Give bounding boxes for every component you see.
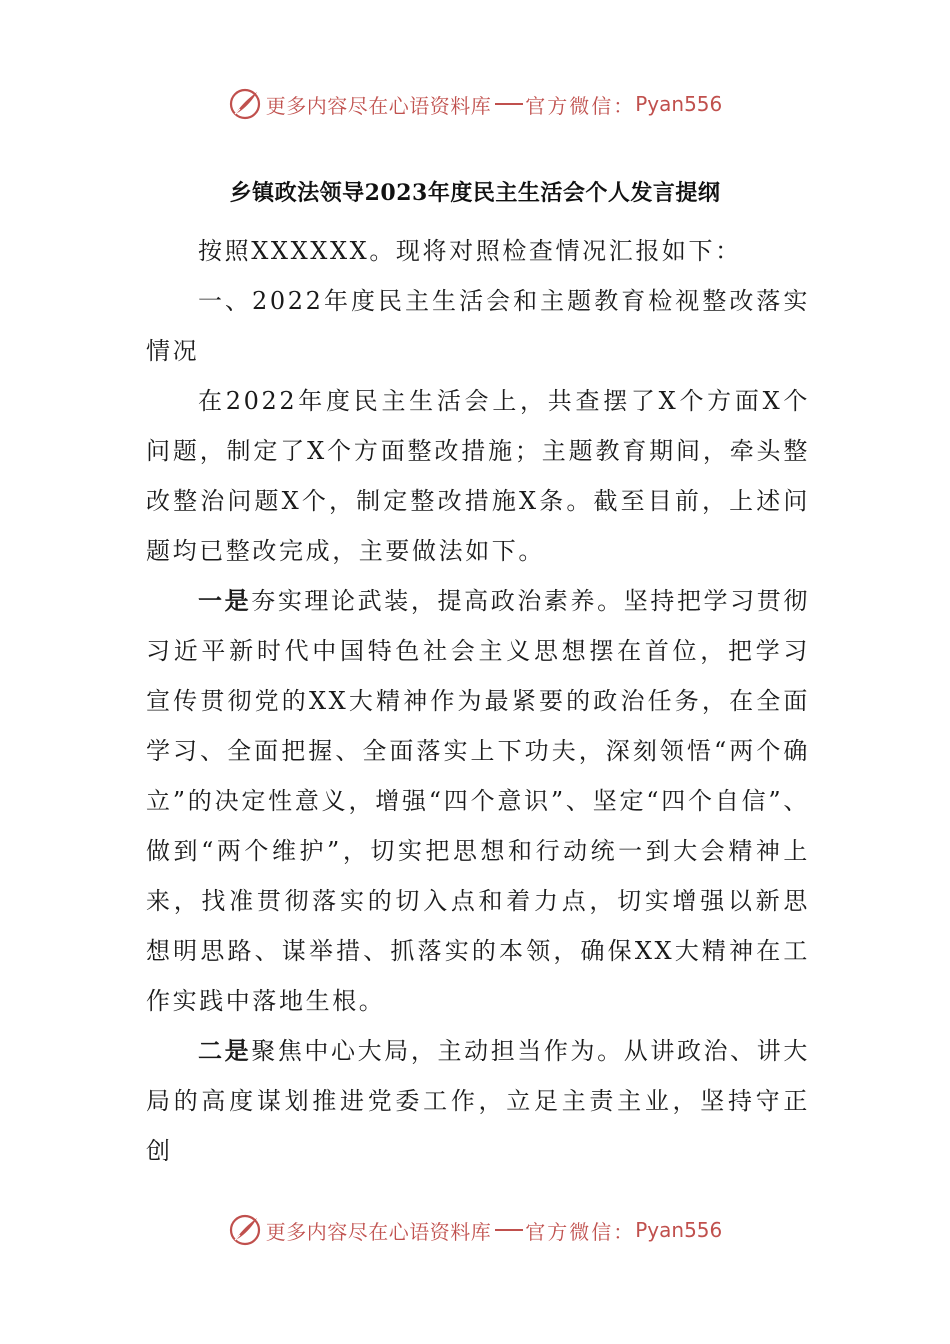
watermark-dash <box>495 103 523 105</box>
watermark-wechat-label: 官方微信： <box>525 1219 636 1244</box>
paragraph-lead: 一是 <box>198 586 252 615</box>
watermark-wechat-label: 官方微信： <box>525 93 636 118</box>
paragraph-item-1 <box>146 576 810 1026</box>
footer-watermark <box>0 1210 950 1250</box>
watermark-wechat-id: Pyan556 <box>635 1218 723 1242</box>
section-heading <box>146 276 810 376</box>
document-body <box>146 226 810 1176</box>
watermark-text: 更多内容尽在心语资料库 <box>265 93 492 118</box>
document-title: 乡镇政法领导2023年度民主生活会个人发言提纲 <box>229 180 721 206</box>
watermark-wechat-id: Pyan556 <box>635 92 723 116</box>
header-watermark <box>0 84 950 124</box>
quill-pen-icon <box>228 87 262 121</box>
watermark-text: 更多内容尽在心语资料库 <box>265 1219 492 1244</box>
paragraph-lead: 二是 <box>198 1036 252 1065</box>
paragraph-summary <box>146 376 810 576</box>
paragraph-item-2 <box>146 1026 810 1176</box>
paragraph-text: 在2022年度民主生活会上，共查摆了X个方面X个问题，制定了X个方面整改措施；主题教育期间，牵头整改整治问题X个，制定整改措施X条。截至目前，上述问题均已整改完成，主要做法如下。 <box>146 387 810 565</box>
paragraph-text: 聚焦中心大局，主动担当作为。从讲政治、讲大局的高度谋划推进党委工作，立足主责主业，坚持守正创 <box>146 1037 810 1165</box>
paragraph-intro <box>146 226 810 276</box>
quill-pen-icon <box>228 1213 262 1247</box>
paragraph-text: 按照XXXXXX。现将对照检查情况汇报如下： <box>198 237 742 265</box>
paragraph-text: 夯实理论武装，提高政治素养。坚持把学习贯彻习近平新时代中国特色社会主义思想摆在首位，把学习宣传贯彻党的XX大精神作为最紧要的政治任务，在全面学习、全面把握、全面落实上下功夫，深刻领悟“两个确立”的决定性意义，增强“四个意识”、坚定“四个自信”、做到“两个维护”，切实把思想和行动统一到大会精神上来，找准贯彻落实的切入点和着力点，切实增强以新思想明思路、谋举措、抓落实的本领，确保XX大精神在工作实践中落地生根。 <box>146 587 810 1015</box>
watermark-dash <box>495 1229 523 1231</box>
paragraph-text: 一、2022年度民主生活会和主题教育检视整改落实情况 <box>146 287 810 365</box>
